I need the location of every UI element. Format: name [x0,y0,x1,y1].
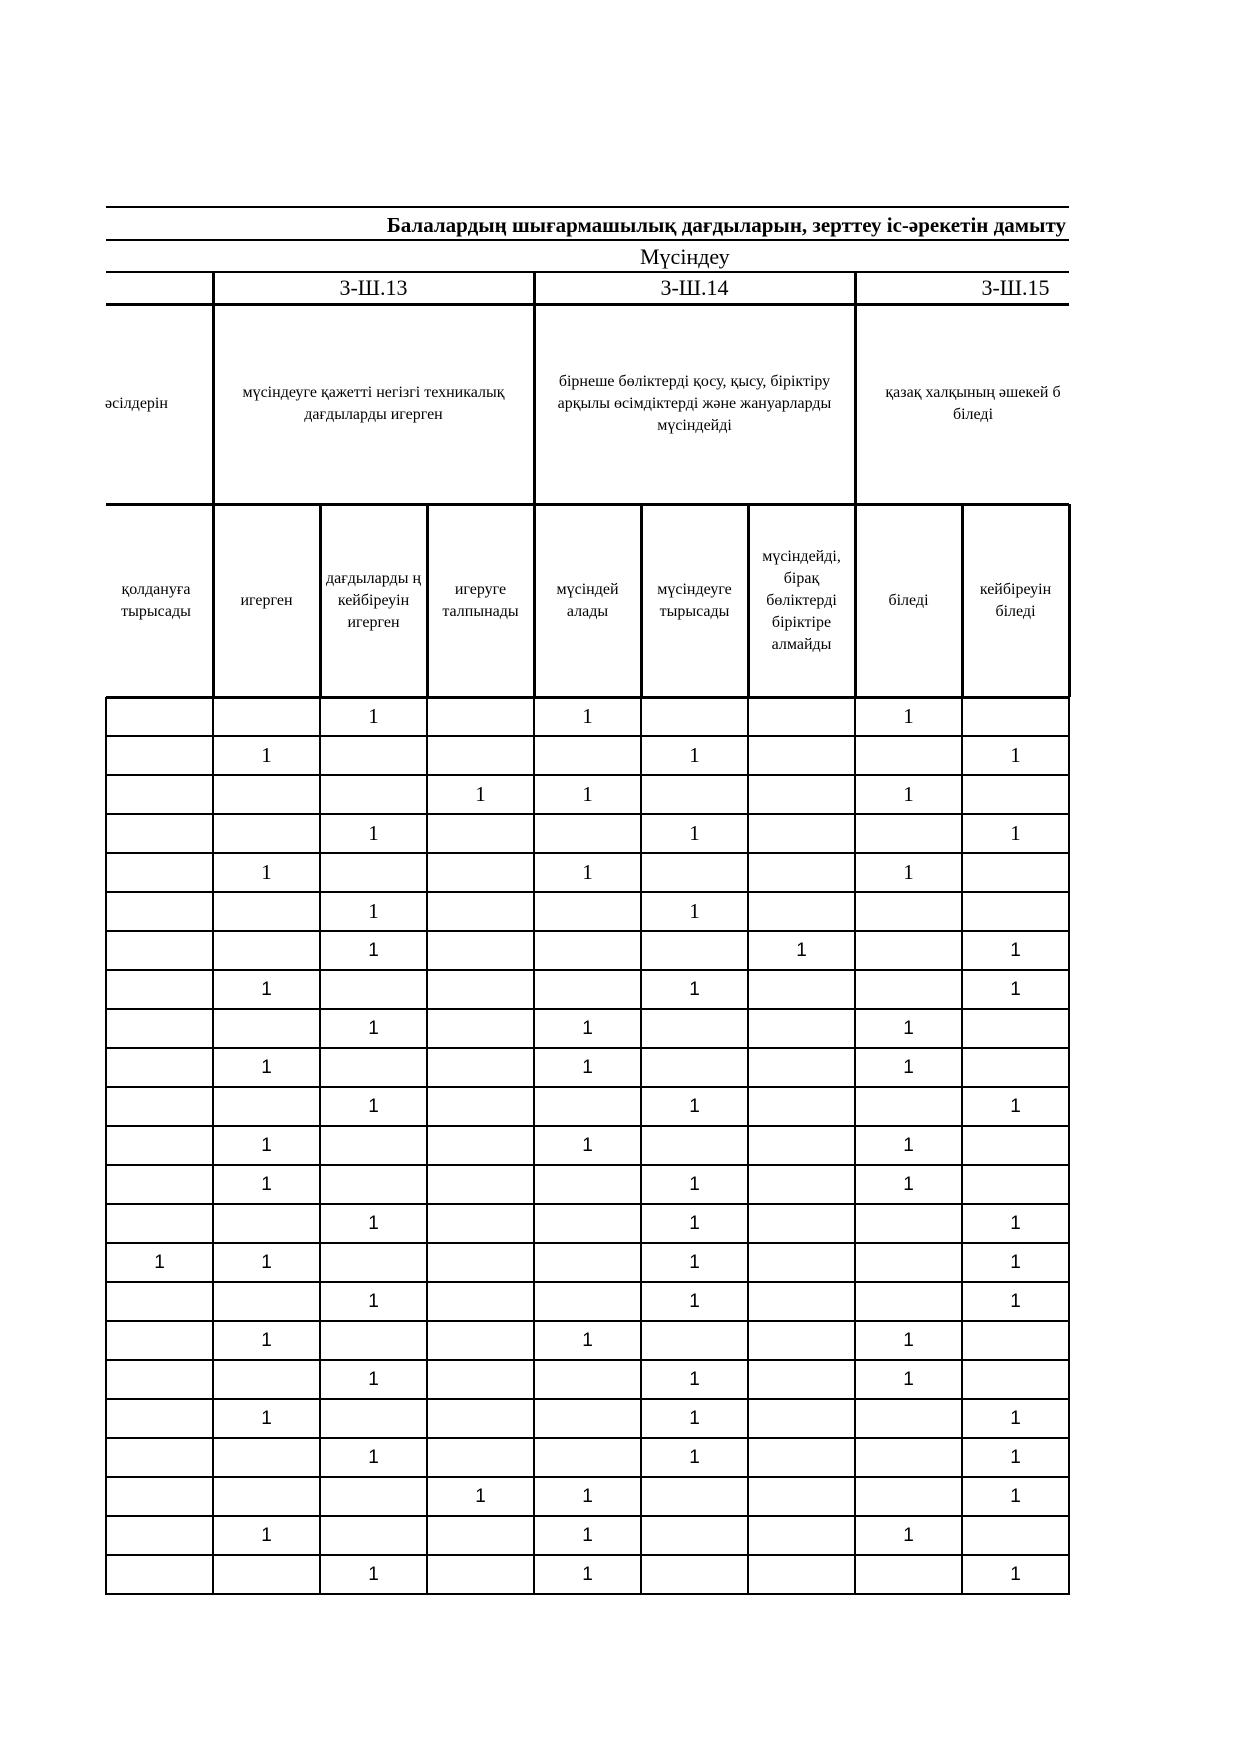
table-cell [855,1399,962,1438]
table-cell [106,970,213,1009]
table-cell [213,1009,320,1048]
grid-line [106,1320,1069,1322]
table-cell [748,892,855,931]
table-cell [962,1360,1069,1399]
table-cell: 1 [368,1446,379,1468]
grid-line [212,697,214,1595]
table-cell [534,1165,641,1204]
table-cell [106,1477,213,1516]
table-cell: 1 [903,1173,914,1195]
table-cell [962,1165,1069,1204]
table-cell: 1 [582,1524,593,1546]
grid-line [854,697,856,1595]
grid-line [105,697,107,1595]
table-cell [427,1321,534,1360]
grid-line [106,813,1069,815]
grid-line [106,503,1069,506]
table-cell: 1 [582,782,593,806]
table-cell: 1 [368,1368,379,1390]
table-cell [748,1360,855,1399]
table-cell [748,1204,855,1243]
grid-line [106,303,1069,306]
table-cell: 1 [903,782,914,806]
table-cell [641,1126,748,1165]
table-cell [641,1516,748,1555]
table-cell [427,1126,534,1165]
table-cell [106,931,213,970]
table-cell [106,736,213,775]
table-cell [855,1204,962,1243]
table-cell [534,931,641,970]
table-cell [427,892,534,931]
table-cell: 1 [1010,1290,1021,1312]
grid-line [747,697,749,1595]
table-cell: 1 [261,1056,272,1078]
description-3-sh-15: қазақ халқының әшекей б біледі [885,384,1061,423]
table-cell [106,1009,213,1048]
table-cell [962,1009,1069,1048]
table-cell [427,697,534,736]
table-cell [320,970,427,1009]
table-cell: 1 [689,1212,700,1234]
grid-line [106,1164,1069,1166]
table-cell: 1 [368,821,379,845]
table-cell: 1 [903,704,914,728]
table-cell [748,736,855,775]
table-cell [213,1438,320,1477]
grid-line [1068,504,1071,697]
table-cell: 1 [689,743,700,767]
grid-line [106,1281,1069,1283]
table-cell [534,1282,641,1321]
grid-line [854,272,857,504]
table-cell [320,1048,427,1087]
table-cell [106,1555,213,1594]
grid-line [640,504,643,697]
table-cell: 1 [689,899,700,923]
table-cell: 1 [1010,1563,1021,1585]
grid-line [106,696,1069,699]
table-cell [748,1165,855,1204]
table-cell [427,1282,534,1321]
table-cell [427,1087,534,1126]
table-cell: 1 [1010,743,1021,767]
table-cell [748,697,855,736]
table-cell [855,736,962,775]
table-cell [427,814,534,853]
table-cell [427,1165,534,1204]
grid-line [106,969,1069,971]
table-cell: 1 [582,1017,593,1039]
table-cell: 1 [368,1563,379,1585]
table-cell [534,1087,641,1126]
table-cell: 1 [368,1095,379,1117]
table-cell [106,892,213,931]
grid-line [533,272,536,504]
table-cell: 1 [1010,1446,1021,1468]
code-3-sh-14: 3-Ш.14 [660,275,729,300]
grid-line [319,504,322,697]
grid-line [426,504,429,697]
table-cell [320,736,427,775]
table-cell [748,1126,855,1165]
table-cell [855,1282,962,1321]
table-cell: 1 [1010,1485,1021,1507]
table-cell [427,1438,534,1477]
table-cell [534,736,641,775]
table-cell: 1 [903,1017,914,1039]
table-cell [962,1126,1069,1165]
grid-line [533,504,536,697]
table-cell [962,892,1069,931]
table-cell: 1 [368,704,379,728]
grid-line [961,504,964,697]
grid-line [747,504,750,697]
grid-line [106,852,1069,854]
table-cell [962,1048,1069,1087]
grid-line [106,1047,1069,1049]
table-cell [534,1204,641,1243]
grid-line [106,1359,1069,1361]
level-header-4: мүсіндей алады [556,580,619,620]
level-header-3: игеруге талпынады [442,580,519,620]
table-cell [641,697,748,736]
grid-line [106,891,1069,893]
table-cell: 1 [689,978,700,1000]
table-cell [534,1243,641,1282]
table-cell: 1 [261,1251,272,1273]
table-cell [106,1126,213,1165]
table-cell: 1 [582,1329,593,1351]
page-title: Балалардың шығармашылық дағдыларын, зерттеу іс-әрекетін дамыту [386,212,1066,237]
description-3-sh-13: мүсіндеуге қажетті негізгі техникалық дағдыларды игерген [242,384,505,423]
table-cell [213,1282,320,1321]
table-cell [855,814,962,853]
table-cell: 1 [689,1290,700,1312]
table-cell [320,1165,427,1204]
table-cell [213,931,320,970]
table-cell: 1 [261,1134,272,1156]
table-cell [962,853,1069,892]
table-cell [213,1477,320,1516]
table-cell [748,1009,855,1048]
table-cell [213,697,320,736]
table-cell [320,1126,427,1165]
table-cell: 1 [261,860,272,884]
table-cell: 1 [903,1056,914,1078]
table-cell: 1 [689,1173,700,1195]
table-cell [855,1477,962,1516]
table-cell [106,1438,213,1477]
grid-line [426,697,428,1595]
table-cell [855,931,962,970]
table-cell: 1 [368,1212,379,1234]
table-cell [855,1243,962,1282]
table-cell: 1 [1010,1212,1021,1234]
table-cell [534,1399,641,1438]
table-cell: 1 [903,1368,914,1390]
table-cell [213,1204,320,1243]
table-cell [427,1009,534,1048]
table-cell [748,1477,855,1516]
table-cell [748,853,855,892]
grid-line [106,1593,1069,1595]
table-cell: 1 [1010,1095,1021,1117]
table-cell [962,697,1069,736]
table-cell [106,1321,213,1360]
grid-line [106,735,1069,737]
level-header-6: мүсіндейді, бірақ бөліктерді біріктіре алмайды [762,547,841,653]
table-cell [855,892,962,931]
table-cell [748,1282,855,1321]
grid-line [106,1203,1069,1205]
table-cell [320,1321,427,1360]
table-cell [641,1009,748,1048]
table-cell [748,970,855,1009]
table-cell [213,892,320,931]
table-cell [641,1477,748,1516]
table-cell [427,1204,534,1243]
table-cell: 1 [1010,939,1021,961]
grid-line [106,1008,1069,1010]
grid-line [106,239,1069,241]
table-cell [213,1087,320,1126]
grid-line [106,1242,1069,1244]
level-header-8: кейбіреуін біледі [979,580,1052,620]
table-cell: 1 [582,860,593,884]
table-cell [855,1555,962,1594]
table-cell [106,1282,213,1321]
table-cell: 1 [261,978,272,1000]
table-cell [320,853,427,892]
grid-line [319,697,321,1595]
table-cell: 1 [261,1329,272,1351]
table-cell [748,775,855,814]
table-cell: 1 [582,1134,593,1156]
table-cell: 1 [689,1368,700,1390]
code-3-sh-15: 3-Ш.15 [981,275,1050,300]
level-header-7: біледі [888,591,929,609]
table-cell [320,1477,427,1516]
table-cell: 1 [796,939,807,961]
code-3-sh-13: 3-Ш.13 [339,275,408,300]
table-cell [427,1360,534,1399]
table-cell [534,970,641,1009]
table-cell [534,814,641,853]
table-cell: 1 [689,1095,700,1117]
table-cell [320,1516,427,1555]
table-cell [106,697,213,736]
grid-line [106,271,1069,273]
grid-line [106,1476,1069,1478]
level-header-2: дағдыларды ң кейбіреуін игерген [325,569,422,631]
table-cell: 1 [261,743,272,767]
table-cell [748,1243,855,1282]
table-cell [320,775,427,814]
table-cell [427,736,534,775]
table-cell [641,775,748,814]
table-cell [427,970,534,1009]
table-cell [534,1438,641,1477]
table-cell [748,1399,855,1438]
table-cell: 1 [368,899,379,923]
level-header-5: мүсіндеуге тырысады [657,580,732,620]
table-cell: 1 [689,821,700,845]
grid-line [106,1515,1069,1517]
table-cell: 1 [1010,1251,1021,1273]
table-cell: 1 [368,1017,379,1039]
grid-line [533,697,535,1595]
grid-line [106,206,1069,208]
table-cell [748,1321,855,1360]
table-cell [641,1321,748,1360]
grid-line [106,1554,1069,1556]
table-cell [641,853,748,892]
table-cell [641,1048,748,1087]
table-cell [106,1087,213,1126]
table-cell [748,814,855,853]
table-cell [534,892,641,931]
grid-line [1068,697,1070,1595]
table-cell [427,931,534,970]
table-cell [748,1087,855,1126]
table-cell [748,1048,855,1087]
table-cell: 1 [582,1485,593,1507]
description-3-sh-14: бірнеше бөліктерді қосу, қысу, біріктіру арқылы өсімдіктерді және жануарларды мүсіндейді [557,373,832,434]
table-cell: 1 [689,1407,700,1429]
table-cell [427,1399,534,1438]
grid-line [854,504,857,697]
table-cell [106,1399,213,1438]
table-cell [641,931,748,970]
table-cell: 1 [261,1173,272,1195]
table-cell [106,1360,213,1399]
table-cell: 1 [261,1524,272,1546]
table-cell [106,1048,213,1087]
table-cell: 1 [261,1407,272,1429]
table-cell [962,1321,1069,1360]
table-cell [427,1555,534,1594]
grid-line [106,1398,1069,1400]
table-cell [106,853,213,892]
table-cell: 1 [154,1251,165,1273]
table-cell: 1 [582,1563,593,1585]
table-cell [748,1516,855,1555]
table-cell: 1 [582,1056,593,1078]
table-cell: 1 [903,1524,914,1546]
table-cell: 1 [689,1446,700,1468]
table-cell [748,1555,855,1594]
table-cell [106,775,213,814]
grid-line [106,774,1069,776]
table-cell [427,1516,534,1555]
grid-line [106,1086,1069,1088]
table-cell: 1 [903,860,914,884]
table-cell: 1 [368,1290,379,1312]
table-cell: 1 [903,1134,914,1156]
table-cell [106,814,213,853]
description-cut-left: әсілдерін [105,395,168,412]
grid-line [212,272,215,504]
table-cell [213,775,320,814]
grid-line [640,697,642,1595]
table-cell [427,1048,534,1087]
table-cell [427,853,534,892]
table-cell: 1 [1010,821,1021,845]
grid-line [106,1437,1069,1439]
table-cell [641,1555,748,1594]
table-cell: 1 [475,782,486,806]
table-cell [320,1399,427,1438]
grid-line [106,930,1069,932]
table-cell [213,1555,320,1594]
table-cell [855,1087,962,1126]
table-cell [962,1516,1069,1555]
table-cell [213,814,320,853]
table-cell [427,1243,534,1282]
level-header-1: игерген [240,591,293,609]
table-cell [748,1438,855,1477]
table-cell [213,1360,320,1399]
table-cell: 1 [475,1485,486,1507]
table-cell [962,775,1069,814]
table-cell: 1 [1010,978,1021,1000]
table-cell: 1 [689,1251,700,1273]
level-header-0: қолдануға тырысады [121,580,191,620]
table-cell: 1 [368,939,379,961]
table-cell [106,1204,213,1243]
table-cell [855,1438,962,1477]
section-subtitle: Мүсіндеу [640,243,730,269]
table-cell: 1 [582,704,593,728]
table-cell: 1 [903,1329,914,1351]
table-cell [534,1360,641,1399]
grid-line [212,504,215,697]
table-cell [320,1243,427,1282]
grid-line [961,697,963,1595]
table-cell [106,1165,213,1204]
table-cell: 1 [1010,1407,1021,1429]
grid-line [106,1125,1069,1127]
table-cell [106,1516,213,1555]
table-cell [855,970,962,1009]
